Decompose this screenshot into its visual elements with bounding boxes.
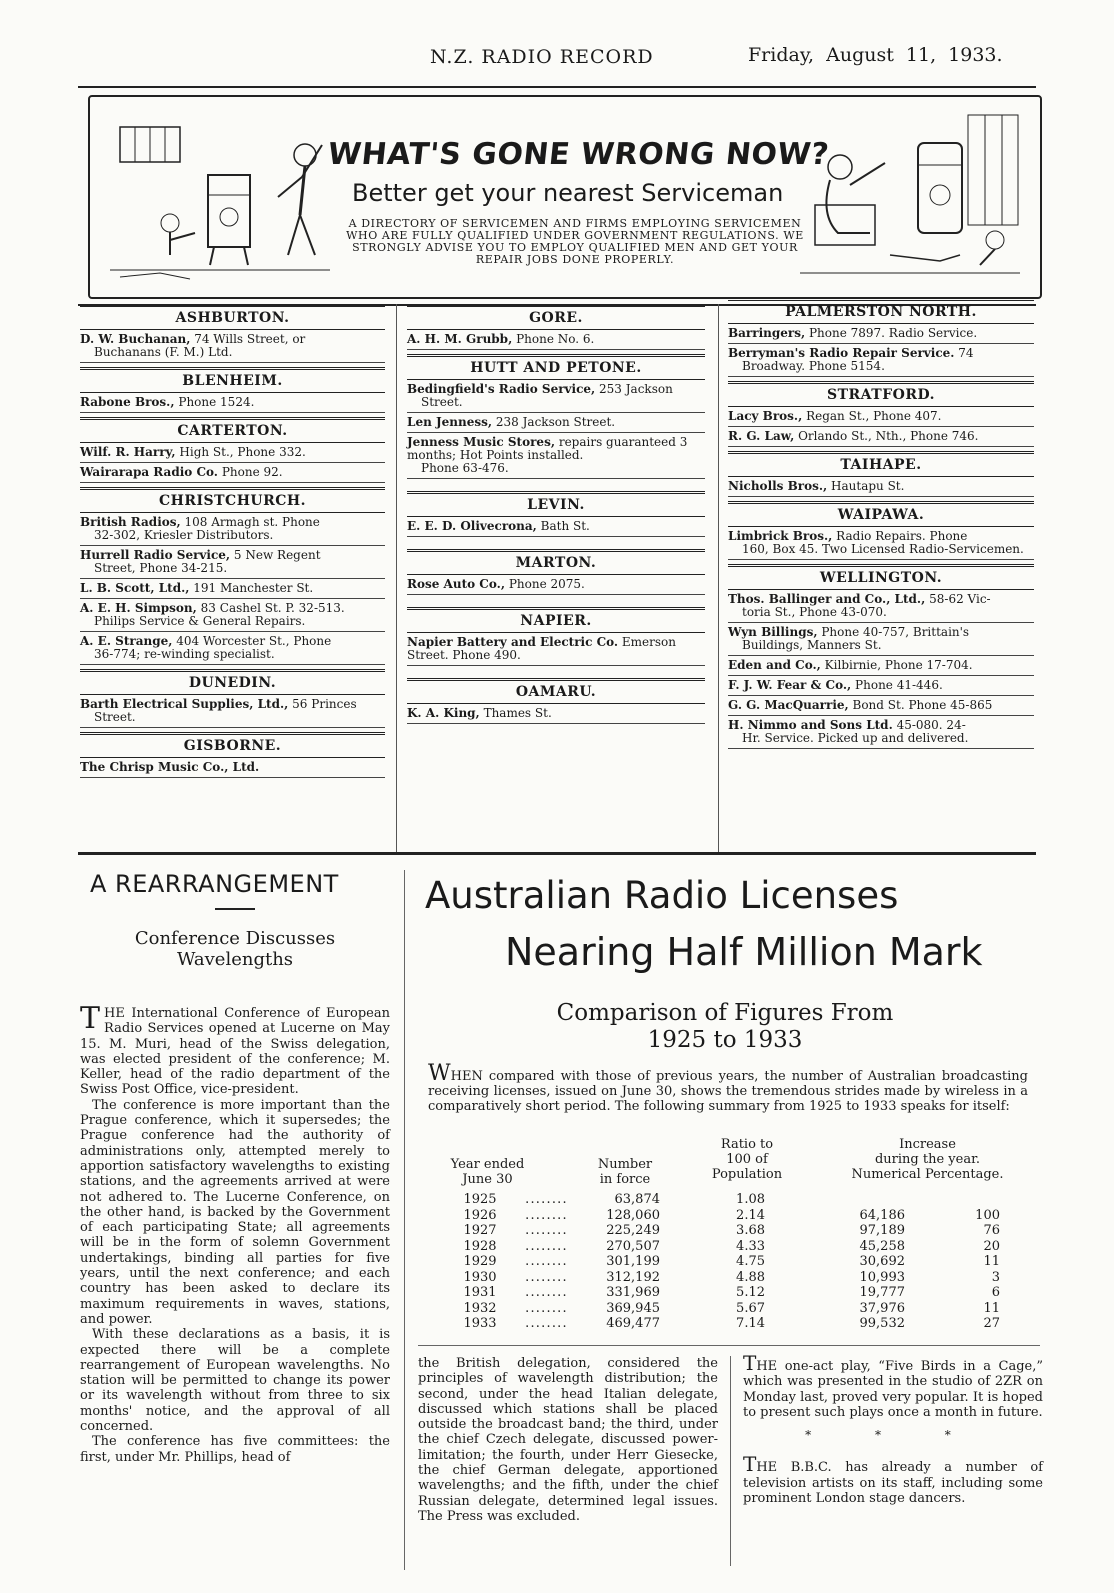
section-blenheim [80,367,385,413]
directory-entry: Berryman's Radio Repair Service. 74 Broadway. Phone 5154. [728,344,1034,377]
directory-entry: L. B. Scott, Ltd., 191 Manchester St. [80,579,385,599]
directory-entry: Wilf. R. Harry, High St., Phone 332. [80,443,385,463]
article-continuation: the British delegation, considered the principles of wavelength distribution; the second, under the head Italian delegate, discussed which stations shall be placed outside the broadcast band; the third, under the chief Czech delegate, discussed power-limitation; the fourth, under Herr Giesecke, the chief German delegate, apportioned wavelengths; and the fifth, under the chief Russian delegate, determined legal issues. The Press was excluded. [418,1356,718,1524]
section-napier [407,607,705,666]
drop-cap: T [743,1452,757,1477]
cell-numerical: 37,976 [859,1300,905,1316]
directory-entry: Rabone Bros., Phone 1524. [80,393,385,413]
cell-percent: 76 [983,1223,1000,1238]
section-marton [407,549,705,595]
directory-entry: Nicholls Bros., Hautapu St. [728,477,1034,497]
cell-percent: 27 [983,1316,1000,1331]
cell-number: 312,192 [606,1269,660,1285]
directory-entry: A. E. Strange, 404 Worcester St., Phone 36-774; re-winding specialist. [80,632,385,665]
section-oamaru [407,678,705,724]
cell-year: 1928 [463,1238,497,1254]
cell-percent: 100 [975,1207,1000,1223]
cell-percent: 6 [991,1285,1000,1300]
directory-entry: Hurrell Radio Service, 5 New Regent Street, Phone 34-215. [80,546,385,579]
cell-dots: ․․․․․․․․ [525,1254,568,1269]
directory-entry: Barringers, Phone 7897. Radio Service. [728,324,1034,344]
cell-ratio: 2.14 [736,1207,765,1223]
section-heading: MARTON. [407,549,705,575]
directory-entry: The Chrisp Music Co., Ltd. [80,758,385,778]
cell-ratio: 7.14 [736,1316,765,1331]
section-hutt-and-petone [407,354,705,479]
directory-column-1 [80,300,385,778]
directory-entry: Rose Auto Co., Phone 2075. [407,575,705,595]
header-number: Number in force [597,1157,653,1187]
cell-numerical: 64,186 [859,1207,905,1223]
section-heading: PALMERSTON NORTH. [728,298,1034,324]
cell-dots: ․․․․․․․․ [525,1207,568,1223]
article-intro: WHEN compared with those of previous years, the number of Australian broadcasting receiving licenses, issued on June 30, shows the tremendous strides made by wireless in a comparatively short period. The following summary from 1925 to 1933 speaks for itself: [428,1061,1028,1114]
cell-year: 1927 [463,1223,497,1238]
drop-cap: T [80,1001,101,1036]
article-headline-line-2: Nearing Half Million Mark [505,930,983,974]
section-heading: OAMARU. [407,678,705,704]
section-wellington [728,564,1034,749]
directory-entry: K. A. King, Thames St. [407,704,705,724]
table-row [440,1192,1040,1207]
section-heading: CARTERTON. [80,417,385,443]
cell-year: 1932 [463,1300,497,1316]
cell-year: 1933 [463,1316,497,1331]
cell-ratio: 5.67 [736,1300,765,1316]
cell-dots: ․․․․․․․․ [525,1269,568,1285]
section-gore [407,304,705,350]
section-heading: DUNEDIN. [80,669,385,695]
cell-number: 369,945 [606,1300,660,1316]
cell-number: 331,969 [606,1285,660,1300]
table-row [440,1285,1040,1300]
cell-number: 301,199 [606,1254,660,1269]
directory-bottom-rule [78,852,1036,855]
section-heading: WELLINGTON. [728,564,1034,590]
table-row [440,1316,1040,1331]
cell-dots: ․․․․․․․․ [525,1285,568,1300]
cell-ratio: 3.68 [736,1223,765,1238]
note-bbc: THE B.B.C. has already a number of television artists on its staff, including some prominent London stage dancers. [743,1452,1043,1507]
cell-number: 270,507 [606,1238,660,1254]
cell-number: 128,060 [606,1207,660,1223]
cartoon-serviceman-illustration [790,105,1030,285]
table-bottom-rule [418,1345,1040,1346]
article-headline-line-1: Australian Radio Licenses [425,874,899,917]
article-title: A REARRANGEMENT [90,870,339,898]
directory-column-divider-2 [718,304,719,852]
cell-percent: 20 [983,1238,1000,1254]
directory-entry: A. E. H. Simpson, 83 Cashel St. P. 32-513. Philips Service & General Repairs. [80,599,385,632]
directory-entry: Barth Electrical Supplies, Ltd., 56 Princes Street. [80,695,385,728]
masthead [0,42,1114,72]
cell-ratio: 4.75 [736,1254,765,1269]
directory-entry: G. G. MacQuarrie, Bond St. Phone 45-865 [728,696,1034,716]
directory-entry: Wyn Billings, Phone 40-757, Brittain's Buildings, Manners St. [728,623,1034,656]
section-heading: BLENHEIM. [80,367,385,393]
directory-entry: F. J. W. Fear & Co., Phone 41-446. [728,676,1034,696]
cell-numerical: 30,692 [859,1254,905,1269]
article-rearrangement [80,870,390,1465]
section-christchurch [80,487,385,665]
cell-year: 1925 [463,1192,497,1207]
news-notes [743,1351,1043,1507]
banner-subheadline: Better get your nearest Serviceman [352,179,784,207]
publication-name: N.Z. RADIO RECORD [430,46,654,68]
article-column-divider [404,870,405,1570]
cell-numerical: 99,532 [859,1316,905,1331]
directory-column-divider-1 [396,304,397,852]
masthead-rule [78,86,1036,88]
section-stratford [728,381,1034,447]
directory-entry: Thos. Ballinger and Co., Ltd., 58-62 Vic- toria St., Phone 43-070. [728,590,1034,623]
cell-ratio: 5.12 [736,1285,765,1300]
section-heading: LEVIN. [407,491,705,517]
separator-stars: * * * [805,1428,981,1443]
directory-entry: Len Jenness, 238 Jackson Street. [407,413,705,433]
directory-entry: Limbrick Bros., Radio Repairs. Phone 160, Box 45. Two Licensed Radio-Servicemen. [728,527,1034,560]
section-gisborne [80,732,385,778]
cell-dots: ․․․․․․․․ [525,1192,568,1207]
directory-entry: A. H. M. Grubb, Phone No. 6. [407,330,705,350]
cartoon-radio-illustration [100,105,340,285]
table-row [440,1270,1040,1285]
section-heading: ASHBURTON. [80,304,385,330]
section-dunedin [80,669,385,728]
directory-entry: D. W. Buchanan, 74 Wills Street, or Buchanans (F. M.) Ltd. [80,330,385,363]
subheadline-line: 1925 to 1933 [647,1027,803,1053]
section-carterton [80,417,385,483]
drop-cap: W [428,1061,451,1086]
serviceman-banner [88,95,1042,299]
cell-dots: ․․․․․․․․ [525,1316,568,1331]
section-heading: STRATFORD. [728,381,1034,407]
drop-cap: T [743,1351,757,1375]
table-row [440,1208,1040,1223]
article-subheadline [470,1000,980,1054]
section-heading: CHRISTCHURCH. [80,487,385,513]
bottom-column-divider-1 [730,1356,731,1566]
table-row [440,1223,1040,1238]
article-body: THE International Conference of European Radio Services opened at Lucerne on May 15. M. Muri, head of the Swiss delegation, was elected president of the conference; M. Keller, head of the radio department of the Swiss Post Office, vice-president. The conference is more important than the Prague conference, which it supersedes; the Prague conference had the authority of administrations only, attempted merely to apportion satisfactory wavelengths to existing stations, and the agreements arrived at were not adhered to. The Lucerne Conference, on the other hand, is backed by the Government of each participating State; all agreements will be in the form of solemn Government undertakings, binding all parties for five years, until the next conference; and each country has been asked to declare its maximum requirements in waves, stations, and power. With these declarations as a basis, it is expected there will be a complete rearrangement of European wavelengths. No station will be permitted to change its power or its wavelength without from three to six months' notice, and the approval of all concerned. The conference has five committees: the first, under Mr. Phillips, head of [80,1001,390,1465]
cell-ratio: 4.88 [736,1269,765,1285]
title-divider [215,908,255,910]
section-waipawa [728,501,1034,560]
table-row [440,1301,1040,1316]
cell-dots: ․․․․․․․․ [525,1300,568,1316]
section-ashburton [80,304,385,363]
table-row [440,1239,1040,1254]
subtitle-line: Conference Discusses [134,928,336,949]
directory-column-2 [407,300,705,724]
directory-entry: Wairarapa Radio Co. Phone 92. [80,463,385,483]
cell-numerical: 45,258 [859,1238,905,1254]
note-play: THE one-act play, “Five Birds in a Cage,” which was presented in the studio of 2ZR on Monday last, proved very popular. It is hoped to present such plays once a month in future. [743,1351,1043,1420]
cell-year: 1931 [463,1285,497,1300]
cell-number: 225,249 [606,1223,660,1238]
cell-year: 1930 [463,1269,497,1285]
cell-numerical: 10,993 [859,1269,905,1285]
table-row [440,1254,1040,1269]
cell-year: 1929 [463,1254,497,1269]
header-increase: Increase during the year. Numerical Percentage. [851,1137,1004,1182]
cell-dots: ․․․․․․․․ [525,1223,568,1238]
article-subtitle [80,928,390,970]
section-levin [407,491,705,537]
section-heading: HUTT AND PETONE. [407,354,705,380]
issue-date: Friday, August 11, 1933. [748,44,1003,66]
cell-percent: 3 [991,1269,1000,1285]
cell-dots: ․․․․․․․․ [525,1238,568,1254]
cell-numerical: 97,189 [859,1223,905,1238]
directory-entry: Eden and Co., Kilbirnie, Phone 17-704. [728,656,1034,676]
directory-entry: R. G. Law, Orlando St., Nth., Phone 746. [728,427,1034,447]
directory-entry: E. E. D. Olivecrona, Bath St. [407,517,705,537]
section-palmerston-north [728,298,1034,377]
directory-entry: Jenness Music Stores, repairs guaranteed 3 months; Hot Points installed. Phone 63-476. [407,433,705,479]
section-taihape [728,451,1034,497]
directory-entry: Lacy Bros., Regan St., Phone 407. [728,407,1034,427]
directory-entry: H. Nimmo and Sons Ltd. 45-080. 24- Hr. Service. Picked up and delivered. [728,716,1034,749]
header-ratio: Ratio to 100 of Population [711,1137,783,1182]
banner-blurb: A DIRECTORY OF SERVICEMEN AND FIRMS EMPLOYING SERVICEMEN WHO ARE FULLY QUALIFIED UNDER GOVERNMENT REGULATIONS. WE STRONGLY ADVISE YOU TO EMPLOY QUALIFIED MEN AND GET YOUR REPAIR JOBS DONE PROPERLY. [346,217,804,266]
cell-percent: 11 [983,1254,1000,1269]
subheadline-line: Comparison of Figures From [556,1000,894,1026]
cell-number: 469,477 [606,1316,660,1331]
header-year: Year ended June 30 [450,1157,525,1187]
section-heading: GORE. [407,304,705,330]
cell-numerical: 19,777 [859,1285,905,1300]
section-heading: TAIHAPE. [728,451,1034,477]
cell-year: 1926 [463,1207,497,1223]
section-heading: GISBORNE. [80,732,385,758]
directory-entry: Napier Battery and Electric Co. Emerson Street. Phone 490. [407,633,705,666]
cell-ratio: 4.33 [736,1238,765,1254]
cell-percent: 11 [983,1300,1000,1316]
cell-ratio: 1.08 [736,1192,765,1207]
section-heading: WAIPAWA. [728,501,1034,527]
banner-headline: WHAT'S GONE WRONG NOW? [326,137,831,172]
cell-number: 63,874 [614,1192,660,1207]
directory-column-3 [728,294,1034,749]
directory-entry: British Radios, 108 Armagh st. Phone 32-302, Kriesler Distributors. [80,513,385,546]
section-heading: NAPIER. [407,607,705,633]
subtitle-line: Wavelengths [176,949,294,970]
directory-entry: Bedingfield's Radio Service, 253 Jackson Street. [407,380,705,413]
